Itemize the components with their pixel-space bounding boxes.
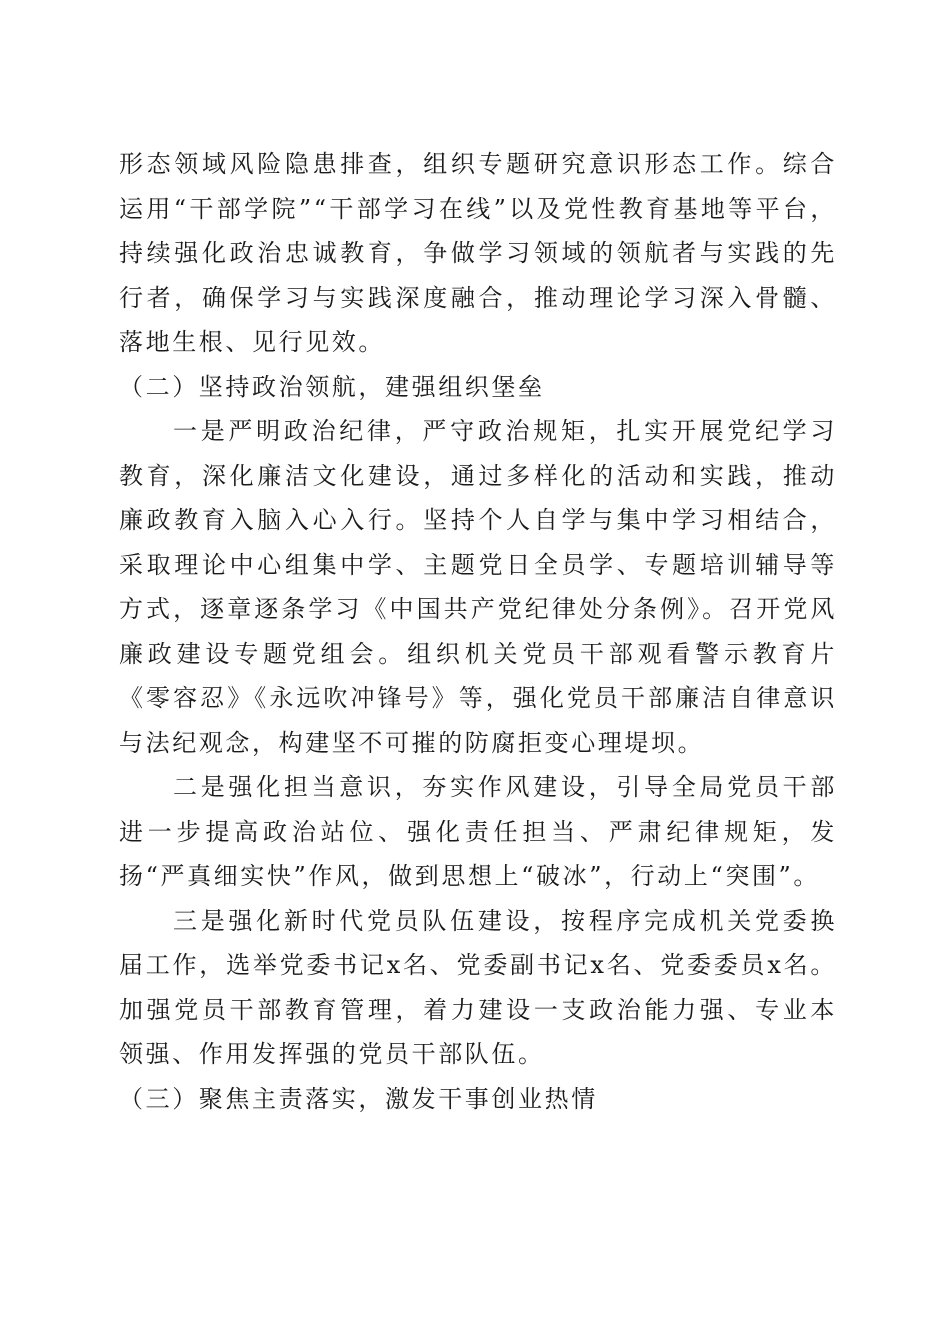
paragraph-item-3: 三是强化新时代党员队伍建设，按程序完成机关党委换届工作，选举党委书记x名、党委副书记x名、党委委员x名。加强党员干部教育管理，着力建设一支政治能力强、专业本领强、作用发挥强的党员干部队伍。 xyxy=(119,906,837,1068)
section-heading-2: （二）坚持政治领航，建强组织堡垒 xyxy=(119,372,545,401)
paragraph-item-2: 二是强化担当意识，夯实作风建设，引导全局党员干部进一步提高政治站位、强化责任担当、严肃纪律规矩，发扬“严真细实快”作风，做到思想上“破冰”，行动上“突围”。 xyxy=(119,773,837,890)
section-heading-3: （三）聚焦主责落实，激发干事创业热情 xyxy=(119,1084,598,1113)
paragraph-continued: 形态领域风险隐患排查，组织专题研究意识形态工作。综合运用“干部学院”“干部学习在线”以及党性教育基地等平台，持续强化政治忠诚教育，争做学习领域的领航者与实践的先行者，确保学习与实践深度融合，推动理论学习深入骨髓、落地生根、见行见效。 xyxy=(119,150,837,356)
paragraph-item-1: 一是严明政治纪律，严守政治规矩，扎实开展党纪学习教育，深化廉洁文化建设，通过多样化的活动和实践，推动廉政教育入脑入心入行。坚持个人自学与集中学习相结合，采取理论中心组集中学、主题党日全员学、专题培训辅导等方式，逐章逐条学习《中国共产党纪律处分条例》。召开党风廉政建设专题党组会。组织机关党员干部观看警示教育片《零容忍》《永远吹冲锋号》等，强化党员干部廉洁自律意识与法纪观念，构建坚不可摧的防腐拒变心理堤坝。 xyxy=(119,417,837,757)
document-body xyxy=(119,142,837,1121)
